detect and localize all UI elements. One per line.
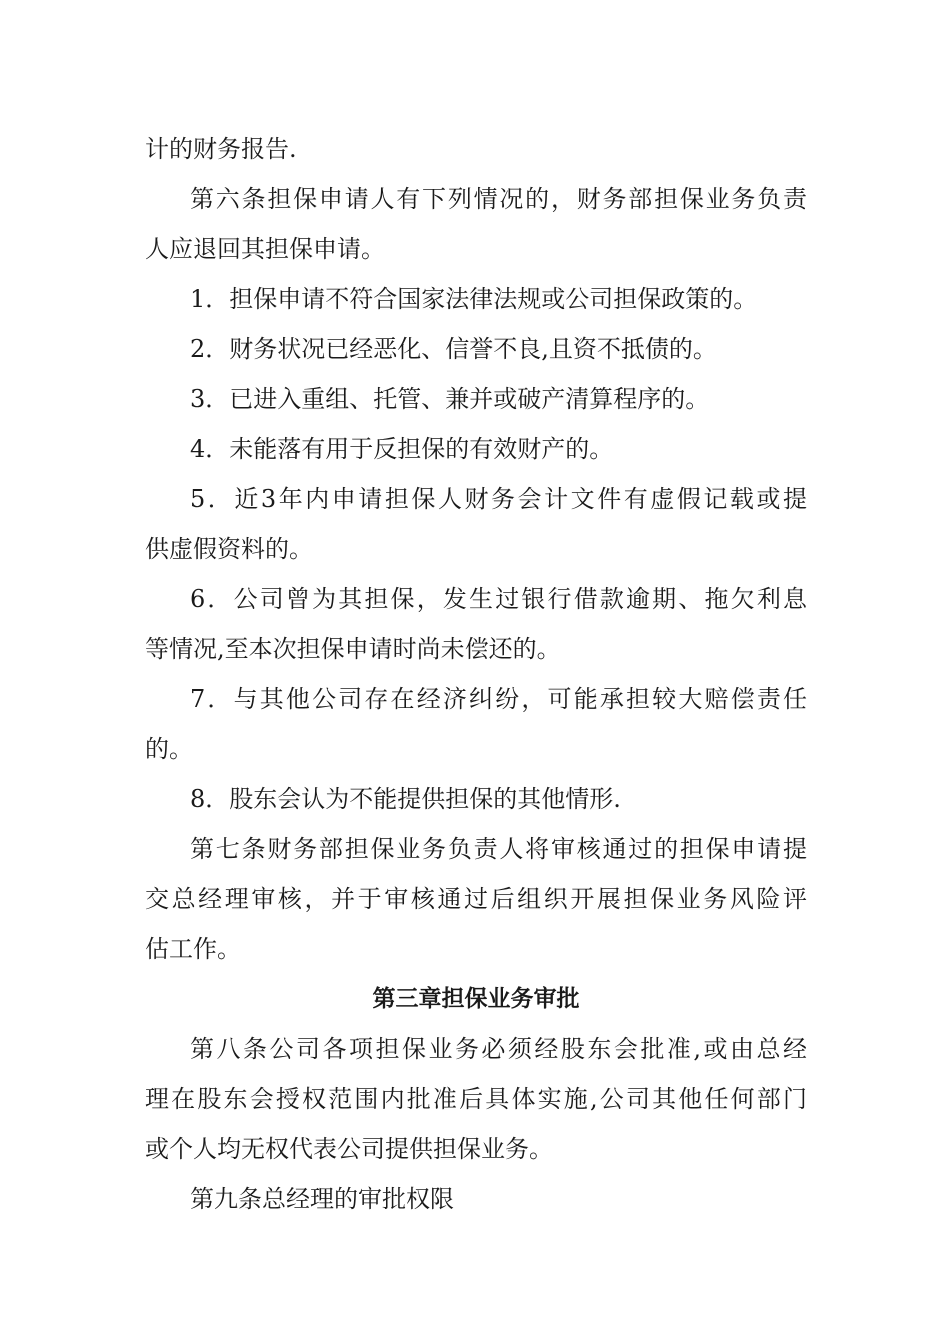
text-line: 理在股东会授权范围内批准后具体实施,公司其他任何部门 bbox=[145, 1085, 807, 1113]
list-item: 2．财务状况已经恶化、信誉不良,且资不抵债的。 bbox=[190, 335, 717, 363]
list-item: 8．股东会认为不能提供担保的其他情形. bbox=[190, 785, 621, 813]
text-line: 人应退回其担保申请。 bbox=[145, 235, 385, 263]
chapter-heading: 第三章担保业务审批 bbox=[372, 986, 580, 1012]
list-item: 4．未能落有用于反担保的有效财产的。 bbox=[190, 435, 614, 463]
list-item: 7．与其他公司存在经济纠纷，可能承担较大赔偿责任 bbox=[190, 685, 807, 713]
list-item: 1．担保申请不符合国家法律法规或公司担保政策的。 bbox=[190, 285, 758, 313]
text-line: 第八条公司各项担保业务必须经股东会批准,或由总经 bbox=[190, 1035, 807, 1063]
text-line: 供虚假资料的。 bbox=[145, 535, 313, 563]
text-line: 第六条担保申请人有下列情况的，财务部担保业务负责 bbox=[190, 185, 807, 213]
text-line: 交总经理审核，并于审核通过后组织开展担保业务风险评 bbox=[145, 885, 807, 913]
text-line: 估工作。 bbox=[145, 935, 241, 963]
text-line: 的。 bbox=[145, 735, 193, 763]
text-line: 或个人均无权代表公司提供担保业务。 bbox=[145, 1135, 553, 1163]
list-item: 3．已进入重组、托管、兼并或破产清算程序的。 bbox=[190, 385, 710, 413]
list-item: 5．近3年内申请担保人财务会计文件有虚假记载或提 bbox=[190, 485, 807, 513]
text-line: 等情况,至本次担保申请时尚未偿还的。 bbox=[145, 635, 561, 663]
text-line: 第七条财务部担保业务负责人将审核通过的担保申请提 bbox=[190, 835, 807, 863]
text-line: 计的财务报告. bbox=[145, 135, 297, 163]
text-line: 第九条总经理的审批权限 bbox=[190, 1185, 454, 1213]
list-item: 6．公司曾为其担保，发生过银行借款逾期、拖欠利息 bbox=[190, 585, 807, 613]
